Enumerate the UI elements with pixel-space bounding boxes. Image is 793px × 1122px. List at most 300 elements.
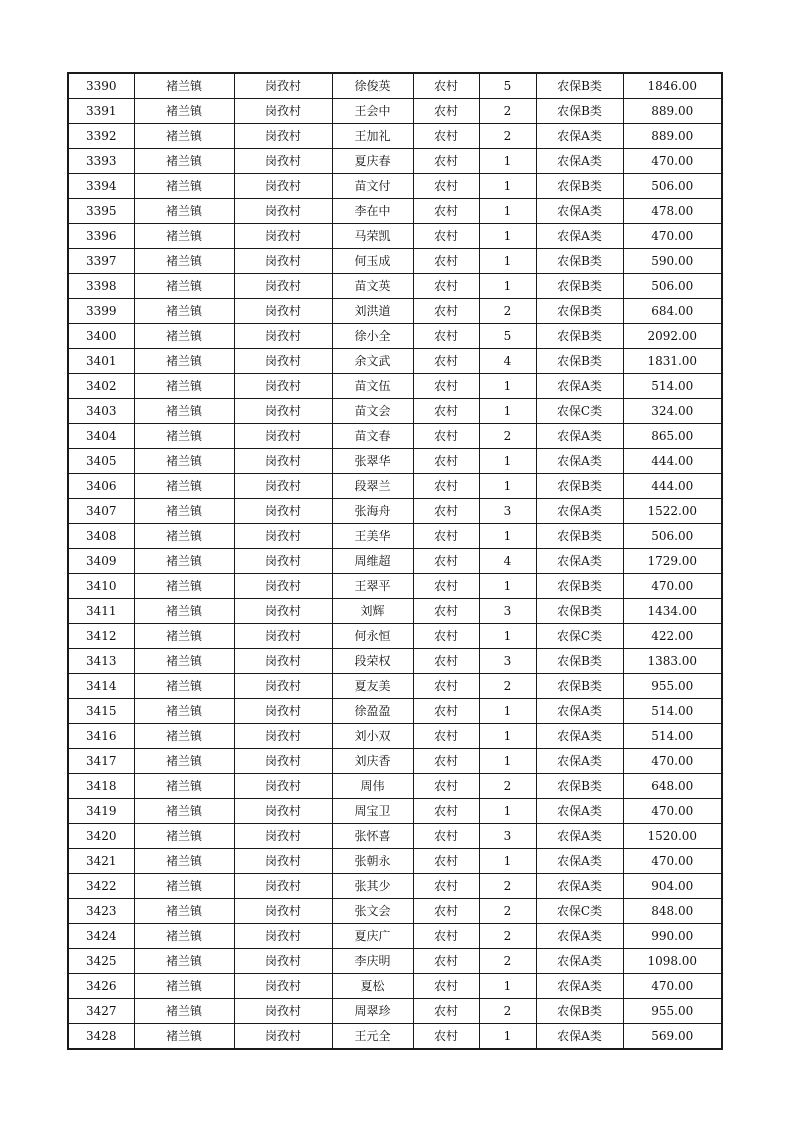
household-size-cell: 2 [479, 299, 536, 324]
row-number-cell: 3416 [68, 724, 134, 749]
village-cell: 岗孜村 [234, 174, 332, 199]
amount-cell: 514.00 [623, 699, 722, 724]
household-size-cell: 1 [479, 749, 536, 774]
row-number-cell: 3423 [68, 899, 134, 924]
area-type-cell: 农村 [413, 624, 479, 649]
insurance-category-cell: 农保B类 [536, 73, 623, 99]
table-row [68, 824, 722, 849]
insurance-category-cell: 农保A类 [536, 974, 623, 999]
name-cell: 徐盈盈 [332, 699, 413, 724]
amount-cell: 506.00 [623, 174, 722, 199]
village-cell: 岗孜村 [234, 699, 332, 724]
household-size-cell: 2 [479, 99, 536, 124]
area-type-cell: 农村 [413, 874, 479, 899]
table-row [68, 724, 722, 749]
name-cell: 刘庆香 [332, 749, 413, 774]
table-row [68, 99, 722, 124]
table-row [68, 574, 722, 599]
amount-cell: 889.00 [623, 124, 722, 149]
table-row [68, 199, 722, 224]
insurance-category-cell: 农保A类 [536, 374, 623, 399]
insurance-category-cell: 农保C类 [536, 624, 623, 649]
table-row [68, 449, 722, 474]
area-type-cell: 农村 [413, 73, 479, 99]
village-cell: 岗孜村 [234, 99, 332, 124]
amount-cell: 506.00 [623, 524, 722, 549]
town-cell: 褚兰镇 [134, 724, 234, 749]
amount-cell: 514.00 [623, 374, 722, 399]
area-type-cell: 农村 [413, 724, 479, 749]
household-size-cell: 1 [479, 149, 536, 174]
area-type-cell: 农村 [413, 224, 479, 249]
town-cell: 褚兰镇 [134, 499, 234, 524]
row-number-cell: 3415 [68, 699, 134, 724]
town-cell: 褚兰镇 [134, 824, 234, 849]
town-cell: 褚兰镇 [134, 199, 234, 224]
table-row [68, 974, 722, 999]
insurance-category-cell: 农保B类 [536, 474, 623, 499]
insurance-category-cell: 农保A类 [536, 149, 623, 174]
area-type-cell: 农村 [413, 249, 479, 274]
name-cell: 王会中 [332, 99, 413, 124]
household-size-cell: 1 [479, 1024, 536, 1050]
household-size-cell: 1 [479, 799, 536, 824]
area-type-cell: 农村 [413, 699, 479, 724]
amount-cell: 478.00 [623, 199, 722, 224]
insurance-category-cell: 农保C类 [536, 899, 623, 924]
name-cell: 张文会 [332, 899, 413, 924]
village-cell: 岗孜村 [234, 274, 332, 299]
name-cell: 余文武 [332, 349, 413, 374]
insurance-category-cell: 农保A类 [536, 424, 623, 449]
household-size-cell: 1 [479, 849, 536, 874]
town-cell: 褚兰镇 [134, 399, 234, 424]
table-row [68, 399, 722, 424]
town-cell: 褚兰镇 [134, 224, 234, 249]
insurance-category-cell: 农保A类 [536, 699, 623, 724]
household-size-cell: 3 [479, 649, 536, 674]
household-size-cell: 1 [479, 274, 536, 299]
amount-cell: 470.00 [623, 149, 722, 174]
name-cell: 夏庆广 [332, 924, 413, 949]
name-cell: 王美华 [332, 524, 413, 549]
area-type-cell: 农村 [413, 949, 479, 974]
table-row [68, 299, 722, 324]
village-cell: 岗孜村 [234, 749, 332, 774]
row-number-cell: 3390 [68, 73, 134, 99]
village-cell: 岗孜村 [234, 949, 332, 974]
village-cell: 岗孜村 [234, 73, 332, 99]
amount-cell: 865.00 [623, 424, 722, 449]
town-cell: 褚兰镇 [134, 299, 234, 324]
town-cell: 褚兰镇 [134, 524, 234, 549]
table-row [68, 999, 722, 1024]
amount-cell: 1434.00 [623, 599, 722, 624]
insurance-category-cell: 农保A类 [536, 224, 623, 249]
town-cell: 褚兰镇 [134, 574, 234, 599]
area-type-cell: 农村 [413, 1024, 479, 1050]
town-cell: 褚兰镇 [134, 449, 234, 474]
table-row [68, 249, 722, 274]
name-cell: 李在中 [332, 199, 413, 224]
name-cell: 何永恒 [332, 624, 413, 649]
name-cell: 张翠华 [332, 449, 413, 474]
row-number-cell: 3408 [68, 524, 134, 549]
table-row [68, 274, 722, 299]
data-table [67, 72, 723, 1050]
row-number-cell: 3391 [68, 99, 134, 124]
amount-cell: 1520.00 [623, 824, 722, 849]
row-number-cell: 3400 [68, 324, 134, 349]
insurance-category-cell: 农保A类 [536, 199, 623, 224]
row-number-cell: 3410 [68, 574, 134, 599]
village-cell: 岗孜村 [234, 774, 332, 799]
table-row [68, 899, 722, 924]
household-size-cell: 1 [479, 974, 536, 999]
town-cell: 褚兰镇 [134, 874, 234, 899]
table-row [68, 224, 722, 249]
village-cell: 岗孜村 [234, 874, 332, 899]
village-cell: 岗孜村 [234, 399, 332, 424]
insurance-category-cell: 农保B类 [536, 524, 623, 549]
town-cell: 褚兰镇 [134, 99, 234, 124]
amount-cell: 590.00 [623, 249, 722, 274]
village-cell: 岗孜村 [234, 974, 332, 999]
village-cell: 岗孜村 [234, 849, 332, 874]
household-size-cell: 1 [479, 399, 536, 424]
area-type-cell: 农村 [413, 899, 479, 924]
name-cell: 段翠兰 [332, 474, 413, 499]
area-type-cell: 农村 [413, 349, 479, 374]
household-size-cell: 1 [479, 224, 536, 249]
town-cell: 褚兰镇 [134, 999, 234, 1024]
table-row [68, 949, 722, 974]
name-cell: 苗文会 [332, 399, 413, 424]
village-cell: 岗孜村 [234, 824, 332, 849]
village-cell: 岗孜村 [234, 574, 332, 599]
row-number-cell: 3395 [68, 199, 134, 224]
row-number-cell: 3403 [68, 399, 134, 424]
town-cell: 褚兰镇 [134, 674, 234, 699]
household-size-cell: 1 [479, 574, 536, 599]
insurance-category-cell: 农保B类 [536, 649, 623, 674]
town-cell: 褚兰镇 [134, 749, 234, 774]
household-size-cell: 2 [479, 874, 536, 899]
amount-cell: 470.00 [623, 799, 722, 824]
name-cell: 徐小全 [332, 324, 413, 349]
row-number-cell: 3419 [68, 799, 134, 824]
area-type-cell: 农村 [413, 924, 479, 949]
household-size-cell: 2 [479, 124, 536, 149]
town-cell: 褚兰镇 [134, 774, 234, 799]
amount-cell: 444.00 [623, 474, 722, 499]
town-cell: 褚兰镇 [134, 949, 234, 974]
village-cell: 岗孜村 [234, 199, 332, 224]
insurance-category-cell: 农保A类 [536, 124, 623, 149]
name-cell: 王加礼 [332, 124, 413, 149]
row-number-cell: 3412 [68, 624, 134, 649]
amount-cell: 506.00 [623, 274, 722, 299]
table-row [68, 774, 722, 799]
name-cell: 刘洪道 [332, 299, 413, 324]
household-size-cell: 2 [479, 999, 536, 1024]
insurance-category-cell: 农保A类 [536, 824, 623, 849]
household-size-cell: 2 [479, 424, 536, 449]
name-cell: 苗文英 [332, 274, 413, 299]
name-cell: 徐俊英 [332, 73, 413, 99]
village-cell: 岗孜村 [234, 799, 332, 824]
area-type-cell: 农村 [413, 99, 479, 124]
town-cell: 褚兰镇 [134, 349, 234, 374]
row-number-cell: 3398 [68, 274, 134, 299]
household-size-cell: 2 [479, 674, 536, 699]
table-row [68, 874, 722, 899]
area-type-cell: 农村 [413, 274, 479, 299]
table-row [68, 349, 722, 374]
insurance-category-cell: 农保A类 [536, 724, 623, 749]
table-row [68, 749, 722, 774]
table-row [68, 499, 722, 524]
town-cell: 褚兰镇 [134, 974, 234, 999]
table-row [68, 73, 722, 99]
insurance-category-cell: 农保A类 [536, 749, 623, 774]
household-size-cell: 1 [479, 474, 536, 499]
area-type-cell: 农村 [413, 324, 479, 349]
row-number-cell: 3407 [68, 499, 134, 524]
village-cell: 岗孜村 [234, 624, 332, 649]
insurance-category-cell: 农保B类 [536, 349, 623, 374]
insurance-category-cell: 农保B类 [536, 574, 623, 599]
insurance-category-cell: 农保A类 [536, 1024, 623, 1050]
insurance-category-cell: 农保A类 [536, 499, 623, 524]
area-type-cell: 农村 [413, 999, 479, 1024]
table-body [68, 73, 722, 1049]
amount-cell: 955.00 [623, 999, 722, 1024]
row-number-cell: 3402 [68, 374, 134, 399]
row-number-cell: 3414 [68, 674, 134, 699]
amount-cell: 955.00 [623, 674, 722, 699]
amount-cell: 684.00 [623, 299, 722, 324]
household-size-cell: 2 [479, 949, 536, 974]
area-type-cell: 农村 [413, 549, 479, 574]
insurance-category-cell: 农保A类 [536, 874, 623, 899]
name-cell: 周宝卫 [332, 799, 413, 824]
village-cell: 岗孜村 [234, 324, 332, 349]
village-cell: 岗孜村 [234, 649, 332, 674]
table-row [68, 549, 722, 574]
area-type-cell: 农村 [413, 849, 479, 874]
amount-cell: 444.00 [623, 449, 722, 474]
table-row [68, 674, 722, 699]
amount-cell: 324.00 [623, 399, 722, 424]
household-size-cell: 3 [479, 499, 536, 524]
town-cell: 褚兰镇 [134, 924, 234, 949]
area-type-cell: 农村 [413, 524, 479, 549]
insurance-category-cell: 农保A类 [536, 799, 623, 824]
household-size-cell: 1 [479, 699, 536, 724]
name-cell: 李庆明 [332, 949, 413, 974]
name-cell: 夏庆春 [332, 149, 413, 174]
amount-cell: 1383.00 [623, 649, 722, 674]
area-type-cell: 农村 [413, 774, 479, 799]
village-cell: 岗孜村 [234, 374, 332, 399]
town-cell: 褚兰镇 [134, 849, 234, 874]
town-cell: 褚兰镇 [134, 624, 234, 649]
insurance-category-cell: 农保B类 [536, 774, 623, 799]
town-cell: 褚兰镇 [134, 249, 234, 274]
village-cell: 岗孜村 [234, 724, 332, 749]
area-type-cell: 农村 [413, 474, 479, 499]
area-type-cell: 农村 [413, 649, 479, 674]
area-type-cell: 农村 [413, 599, 479, 624]
household-size-cell: 2 [479, 924, 536, 949]
household-size-cell: 2 [479, 899, 536, 924]
row-number-cell: 3399 [68, 299, 134, 324]
insurance-category-cell: 农保B类 [536, 674, 623, 699]
name-cell: 段荣权 [332, 649, 413, 674]
name-cell: 苗文春 [332, 424, 413, 449]
name-cell: 马荣凯 [332, 224, 413, 249]
village-cell: 岗孜村 [234, 299, 332, 324]
name-cell: 张朝永 [332, 849, 413, 874]
household-size-cell: 1 [479, 249, 536, 274]
area-type-cell: 农村 [413, 574, 479, 599]
household-size-cell: 1 [479, 624, 536, 649]
table-row [68, 524, 722, 549]
table-row [68, 149, 722, 174]
insurance-category-cell: 农保A类 [536, 924, 623, 949]
amount-cell: 990.00 [623, 924, 722, 949]
amount-cell: 470.00 [623, 849, 722, 874]
village-cell: 岗孜村 [234, 549, 332, 574]
village-cell: 岗孜村 [234, 999, 332, 1024]
insurance-category-cell: 农保C类 [536, 399, 623, 424]
town-cell: 褚兰镇 [134, 649, 234, 674]
village-cell: 岗孜村 [234, 499, 332, 524]
insurance-category-cell: 农保B类 [536, 324, 623, 349]
town-cell: 褚兰镇 [134, 73, 234, 99]
household-size-cell: 1 [479, 724, 536, 749]
village-cell: 岗孜村 [234, 424, 332, 449]
row-number-cell: 3421 [68, 849, 134, 874]
area-type-cell: 农村 [413, 824, 479, 849]
row-number-cell: 3396 [68, 224, 134, 249]
row-number-cell: 3406 [68, 474, 134, 499]
area-type-cell: 农村 [413, 299, 479, 324]
amount-cell: 1846.00 [623, 73, 722, 99]
town-cell: 褚兰镇 [134, 899, 234, 924]
household-size-cell: 4 [479, 349, 536, 374]
town-cell: 褚兰镇 [134, 274, 234, 299]
household-size-cell: 1 [479, 174, 536, 199]
name-cell: 苗文伍 [332, 374, 413, 399]
table-row [68, 649, 722, 674]
name-cell: 夏友美 [332, 674, 413, 699]
village-cell: 岗孜村 [234, 1024, 332, 1050]
village-cell: 岗孜村 [234, 524, 332, 549]
row-number-cell: 3422 [68, 874, 134, 899]
row-number-cell: 3428 [68, 1024, 134, 1050]
name-cell: 周伟 [332, 774, 413, 799]
village-cell: 岗孜村 [234, 449, 332, 474]
row-number-cell: 3427 [68, 999, 134, 1024]
area-type-cell: 农村 [413, 399, 479, 424]
area-type-cell: 农村 [413, 424, 479, 449]
area-type-cell: 农村 [413, 499, 479, 524]
name-cell: 周维超 [332, 549, 413, 574]
insurance-category-cell: 农保B类 [536, 599, 623, 624]
village-cell: 岗孜村 [234, 674, 332, 699]
area-type-cell: 农村 [413, 374, 479, 399]
village-cell: 岗孜村 [234, 599, 332, 624]
row-number-cell: 3418 [68, 774, 134, 799]
table-row [68, 799, 722, 824]
row-number-cell: 3411 [68, 599, 134, 624]
amount-cell: 470.00 [623, 974, 722, 999]
town-cell: 褚兰镇 [134, 149, 234, 174]
town-cell: 褚兰镇 [134, 699, 234, 724]
town-cell: 褚兰镇 [134, 324, 234, 349]
household-size-cell: 3 [479, 824, 536, 849]
table-row [68, 1024, 722, 1050]
amount-cell: 1098.00 [623, 949, 722, 974]
amount-cell: 1831.00 [623, 349, 722, 374]
name-cell: 周翠珍 [332, 999, 413, 1024]
table-row [68, 124, 722, 149]
table-row [68, 424, 722, 449]
amount-cell: 889.00 [623, 99, 722, 124]
town-cell: 褚兰镇 [134, 424, 234, 449]
row-number-cell: 3392 [68, 124, 134, 149]
name-cell: 张海舟 [332, 499, 413, 524]
table-row [68, 374, 722, 399]
table-row [68, 599, 722, 624]
insurance-category-cell: 农保B类 [536, 249, 623, 274]
name-cell: 王元全 [332, 1024, 413, 1050]
village-cell: 岗孜村 [234, 249, 332, 274]
row-number-cell: 3404 [68, 424, 134, 449]
amount-cell: 848.00 [623, 899, 722, 924]
area-type-cell: 农村 [413, 974, 479, 999]
amount-cell: 648.00 [623, 774, 722, 799]
row-number-cell: 3401 [68, 349, 134, 374]
insurance-category-cell: 农保A类 [536, 449, 623, 474]
insurance-category-cell: 农保A类 [536, 549, 623, 574]
table-row [68, 699, 722, 724]
household-size-cell: 1 [479, 449, 536, 474]
household-size-cell: 5 [479, 73, 536, 99]
household-size-cell: 2 [479, 774, 536, 799]
amount-cell: 422.00 [623, 624, 722, 649]
insurance-category-cell: 农保B类 [536, 299, 623, 324]
row-number-cell: 3413 [68, 649, 134, 674]
table-row [68, 474, 722, 499]
town-cell: 褚兰镇 [134, 799, 234, 824]
row-number-cell: 3426 [68, 974, 134, 999]
amount-cell: 1729.00 [623, 549, 722, 574]
area-type-cell: 农村 [413, 199, 479, 224]
row-number-cell: 3425 [68, 949, 134, 974]
table-row [68, 924, 722, 949]
insurance-category-cell: 农保A类 [536, 849, 623, 874]
village-cell: 岗孜村 [234, 924, 332, 949]
area-type-cell: 农村 [413, 674, 479, 699]
name-cell: 刘辉 [332, 599, 413, 624]
table-row [68, 624, 722, 649]
household-size-cell: 1 [479, 199, 536, 224]
name-cell: 刘小双 [332, 724, 413, 749]
town-cell: 褚兰镇 [134, 549, 234, 574]
